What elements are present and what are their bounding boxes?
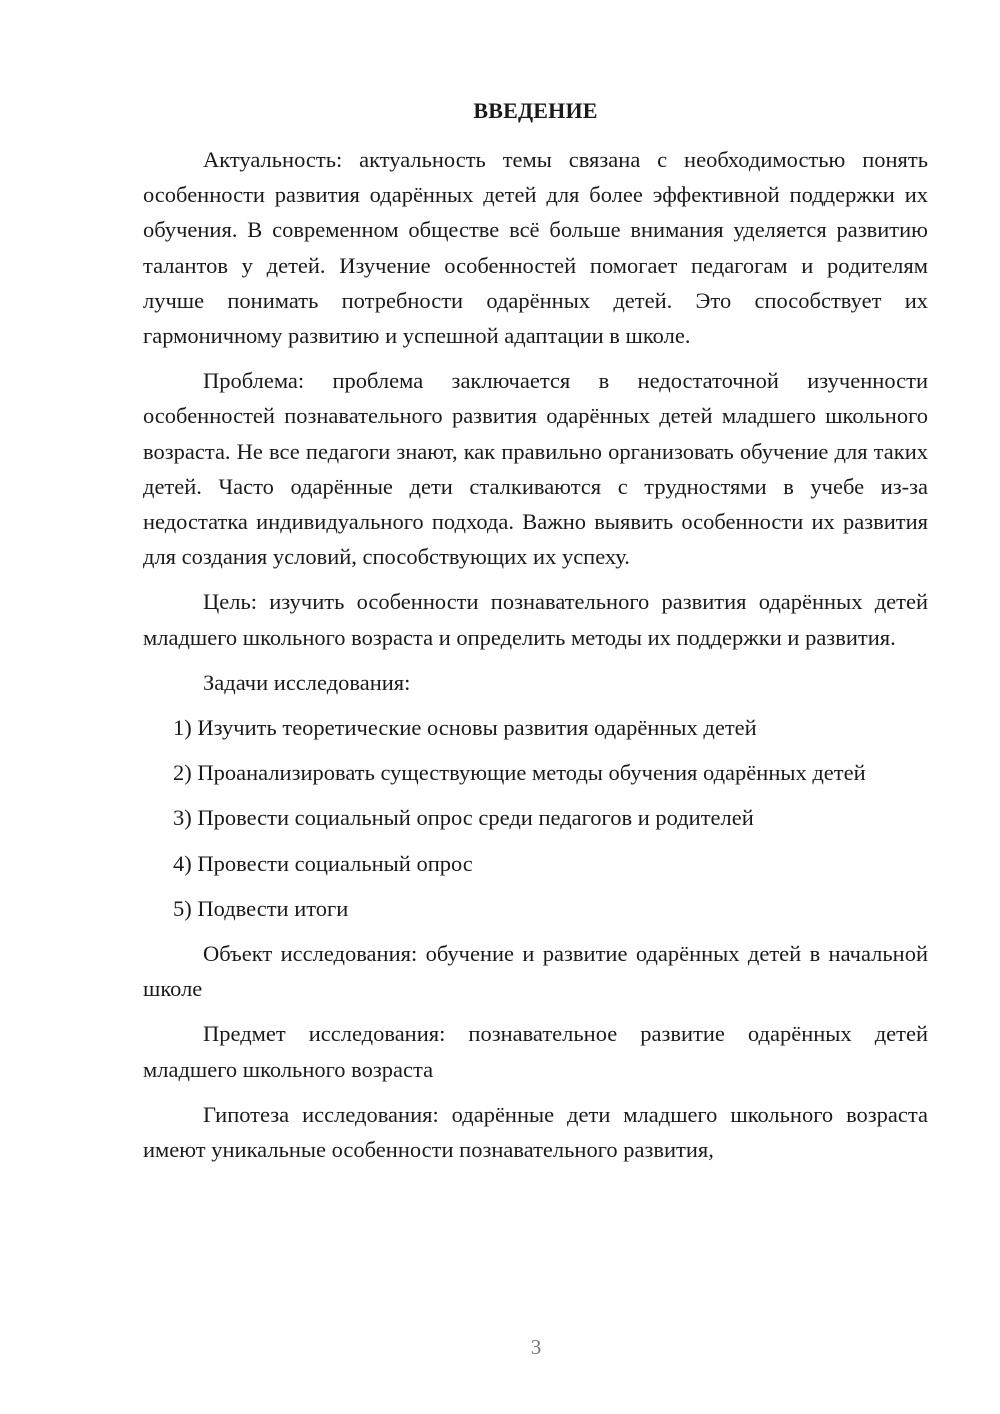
page-number: 3: [530, 1335, 542, 1359]
page-title: ВВЕДЕНИЕ: [473, 98, 598, 123]
paragraph-hypothesis: Гипотеза исследования: одарённые дети младшего школьного возраста имеют уникальные особенности познавательного развития,: [143, 1101, 928, 1163]
task-list-item: 2) Проанализировать существующие методы обучения одарённых детей: [173, 760, 866, 786]
task-list-item: 1) Изучить теоретические основы развития одарённых детей: [173, 715, 757, 741]
task-list-item: 3) Провести социальный опрос среди педагогов и родителей: [173, 805, 754, 831]
paragraph-relevance: Актуальность: актуальность темы связана с необходимостью понять особенности развития одарённых детей для более эффективной поддержки их обучения. В современном обществе всё больше внимания уделяется развитию талантов у детей. Изучение особенностей помогает педагогам и родителям лучше понимать потребности одарённых детей. Это способствует их гармоничному развитию и успешной адаптации в школе.: [143, 147, 928, 349]
paragraph-problem: Проблема: проблема заключается в недостаточной изученности особенностей познавательного развития одарённых детей младшего школьного возраста. Не все педагоги знают, как правильно организовать обучение для таких детей. Часто одарённые дети сталкиваются с трудностями в учебе из-за недостатка индивидуального подхода. Важно выявить особенности их развития для создания условий, способствующих их успеху.: [143, 368, 928, 570]
paragraph-subject: Предмет исследования: познавательное развитие одарённых детей младшего школьного возраста: [143, 1021, 928, 1082]
paragraph-tasks-heading: Задачи исследования:: [203, 669, 411, 695]
document-body: [143, 142, 928, 1177]
paragraph-object: Объект исследования: обучение и развитие одарённых детей в начальной школе: [143, 941, 928, 1002]
task-list-item: 4) Провести социальный опрос: [173, 850, 473, 876]
task-list-item: 5) Подвести итоги: [173, 895, 349, 921]
paragraph-goal: Цель: изучить особенности познавательного развития одарённых детей младшего школьного возраста и определить методы их поддержки и развития.: [143, 589, 928, 650]
